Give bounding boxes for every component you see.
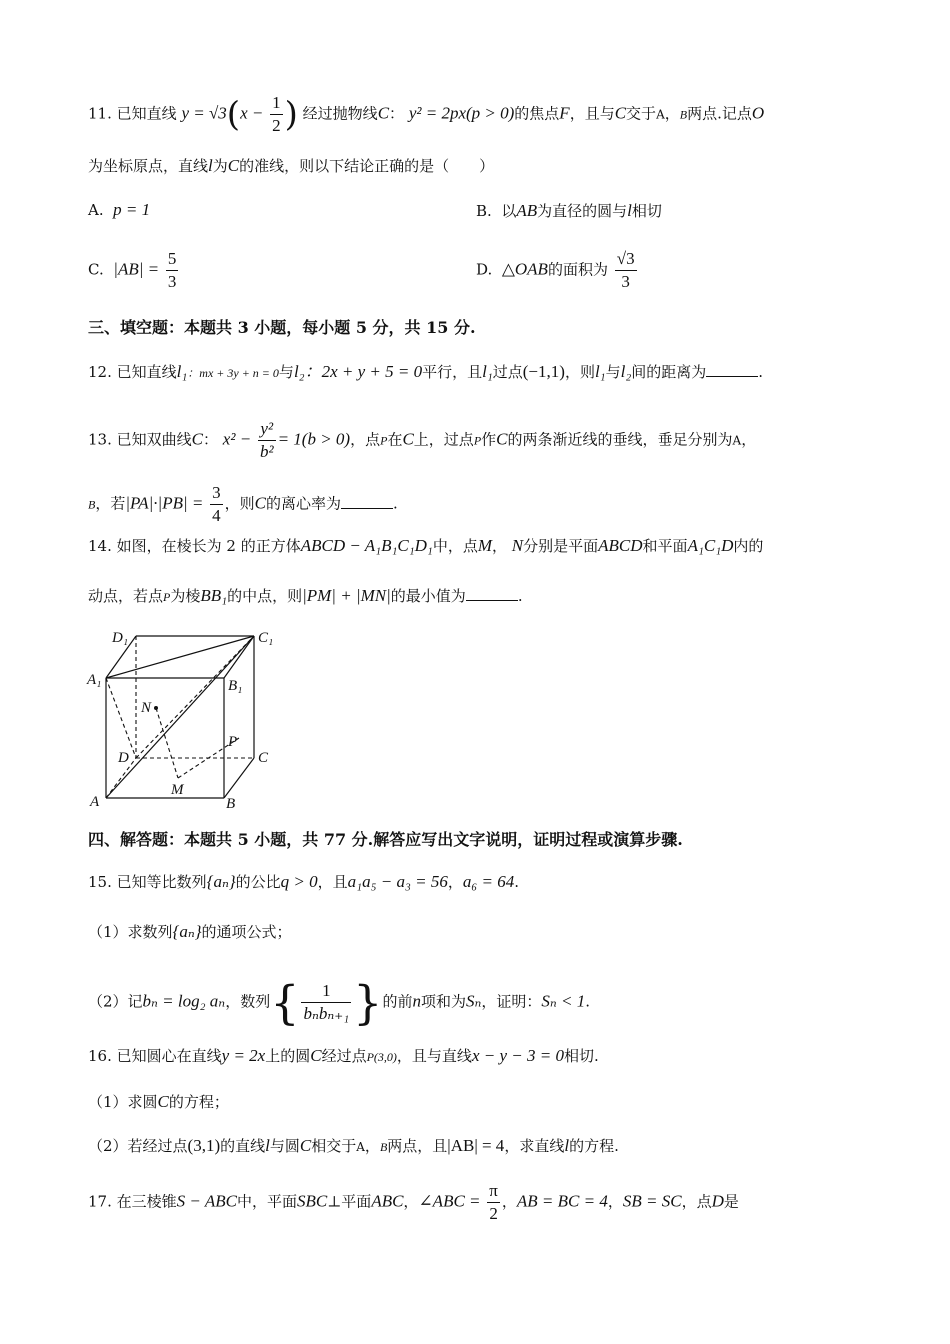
q11-line2: 为坐标原点，直线l为C的准线，则以下结论正确的是（ ） (88, 156, 495, 175)
label-p: P (228, 734, 238, 750)
q13-line1: 13. 已知双曲线C： x² − $\frac{\text{y²}}{\text{b²}}$ = 1(b > 0)，点P在C上，过点P作C的两条渐近线的垂线，垂足分别为A， (88, 419, 757, 461)
q17: 17. 在三棱锥S − ABC中，平面SBC⊥平面ABC，∠ABC = $\frac{\pi}{2}$ ，AB = BC = 4，SB = SC，点D是 (88, 1181, 739, 1223)
q11-line1: 11. 已知直线 y = √3(x − $\frac{1}{2}$ ) 经过抛物线C： y² = 2px(p > 0)的焦点F，且与C交于A，B两点.记点O (88, 93, 765, 135)
q12-answer-blank[interactable] (706, 362, 758, 377)
cube-figure (84, 624, 284, 814)
diag-a1-d (106, 678, 136, 758)
point-n (154, 706, 158, 710)
label-c: C (258, 750, 269, 766)
q14-line1: 14. 如图，在棱长为 2 的正方体ABCD − A₁B₁C₁D₁中，点M， N分别是平面ABCD和平面A₁C₁D内的 (88, 536, 764, 555)
label-d: D (118, 750, 129, 766)
q15-part2: （2）记bₙ = log₂ aₙ，数列{ $\frac{1}{\text{bₙbₙ₊₁}}$ }的前n项和为Sₙ，证明：Sₙ < 1. (88, 975, 591, 1030)
q14-line2: 动点，若点P为棱BB₁的中点，则|PM| + |MN|的最小值为 . (88, 586, 523, 605)
label-m: M (171, 782, 184, 798)
label-a1: A₁ (87, 672, 102, 688)
diag-a1-c1 (106, 636, 254, 678)
q13-line2: B，若|PA|·|PB| = $\frac{3}{4}$ ，则C的离心率为 . (88, 483, 398, 525)
q12: 12. 已知直线l₁：mx + 3y + n = 0与l₂：2x + y + 5 = 0平行，且l₁过点(−1,1)，则l₁与l₂间的距离为 . (88, 362, 764, 381)
section-4-heading: 四、解答题：本题共 5 小题，共 77 分.解答应写出文字说明，证明过程或演算步骤. (88, 830, 683, 849)
label-d1: D₁ (112, 630, 129, 646)
label-b1: B₁ (228, 678, 243, 694)
edge-b1-c1 (224, 636, 254, 678)
q14-answer-blank[interactable] (466, 586, 518, 601)
q11-option-a: A. p = 1 (88, 200, 151, 219)
q11-option-c: C. |AB| = $\frac{5}{3}$ (88, 249, 177, 291)
q11-option-d: D. △OAB的面积为 $\frac{√3}{3}$ (476, 249, 635, 291)
q15: 15. 已知等比数列{aₙ}的公比q > 0，且a₁a₅ − a₃ = 56，a₆ = 64. (88, 872, 520, 891)
q11-option-b: B. 以AB为直径的圆与l相切 (476, 201, 662, 220)
section-3-heading: 三、填空题：本题共 3 小题，每小题 5 分，共 15 分. (88, 318, 476, 337)
q16-part1: （1）求圆C的方程； (88, 1092, 229, 1111)
diag-a-c1 (106, 636, 254, 798)
segment-n-m (156, 708, 178, 778)
label-b: B (226, 796, 236, 812)
label-n: N (141, 700, 152, 716)
q16: 16. 已知圆心在直线y = 2x上的圆C经过点P(3,0)，且与直线x − y − 3 = 0相切. (88, 1046, 599, 1065)
q13-answer-blank[interactable] (341, 494, 393, 509)
q16-part2: （2）若经过点(3,1)的直线l与圆C相交于A，B两点，且|AB| = 4，求直线l的方程. (88, 1136, 619, 1155)
edge-b-c (224, 758, 254, 798)
q15-part1: （1）求数列{aₙ}的通项公式； (88, 922, 292, 941)
label-c1: C₁ (258, 630, 274, 646)
label-a: A (90, 794, 100, 810)
